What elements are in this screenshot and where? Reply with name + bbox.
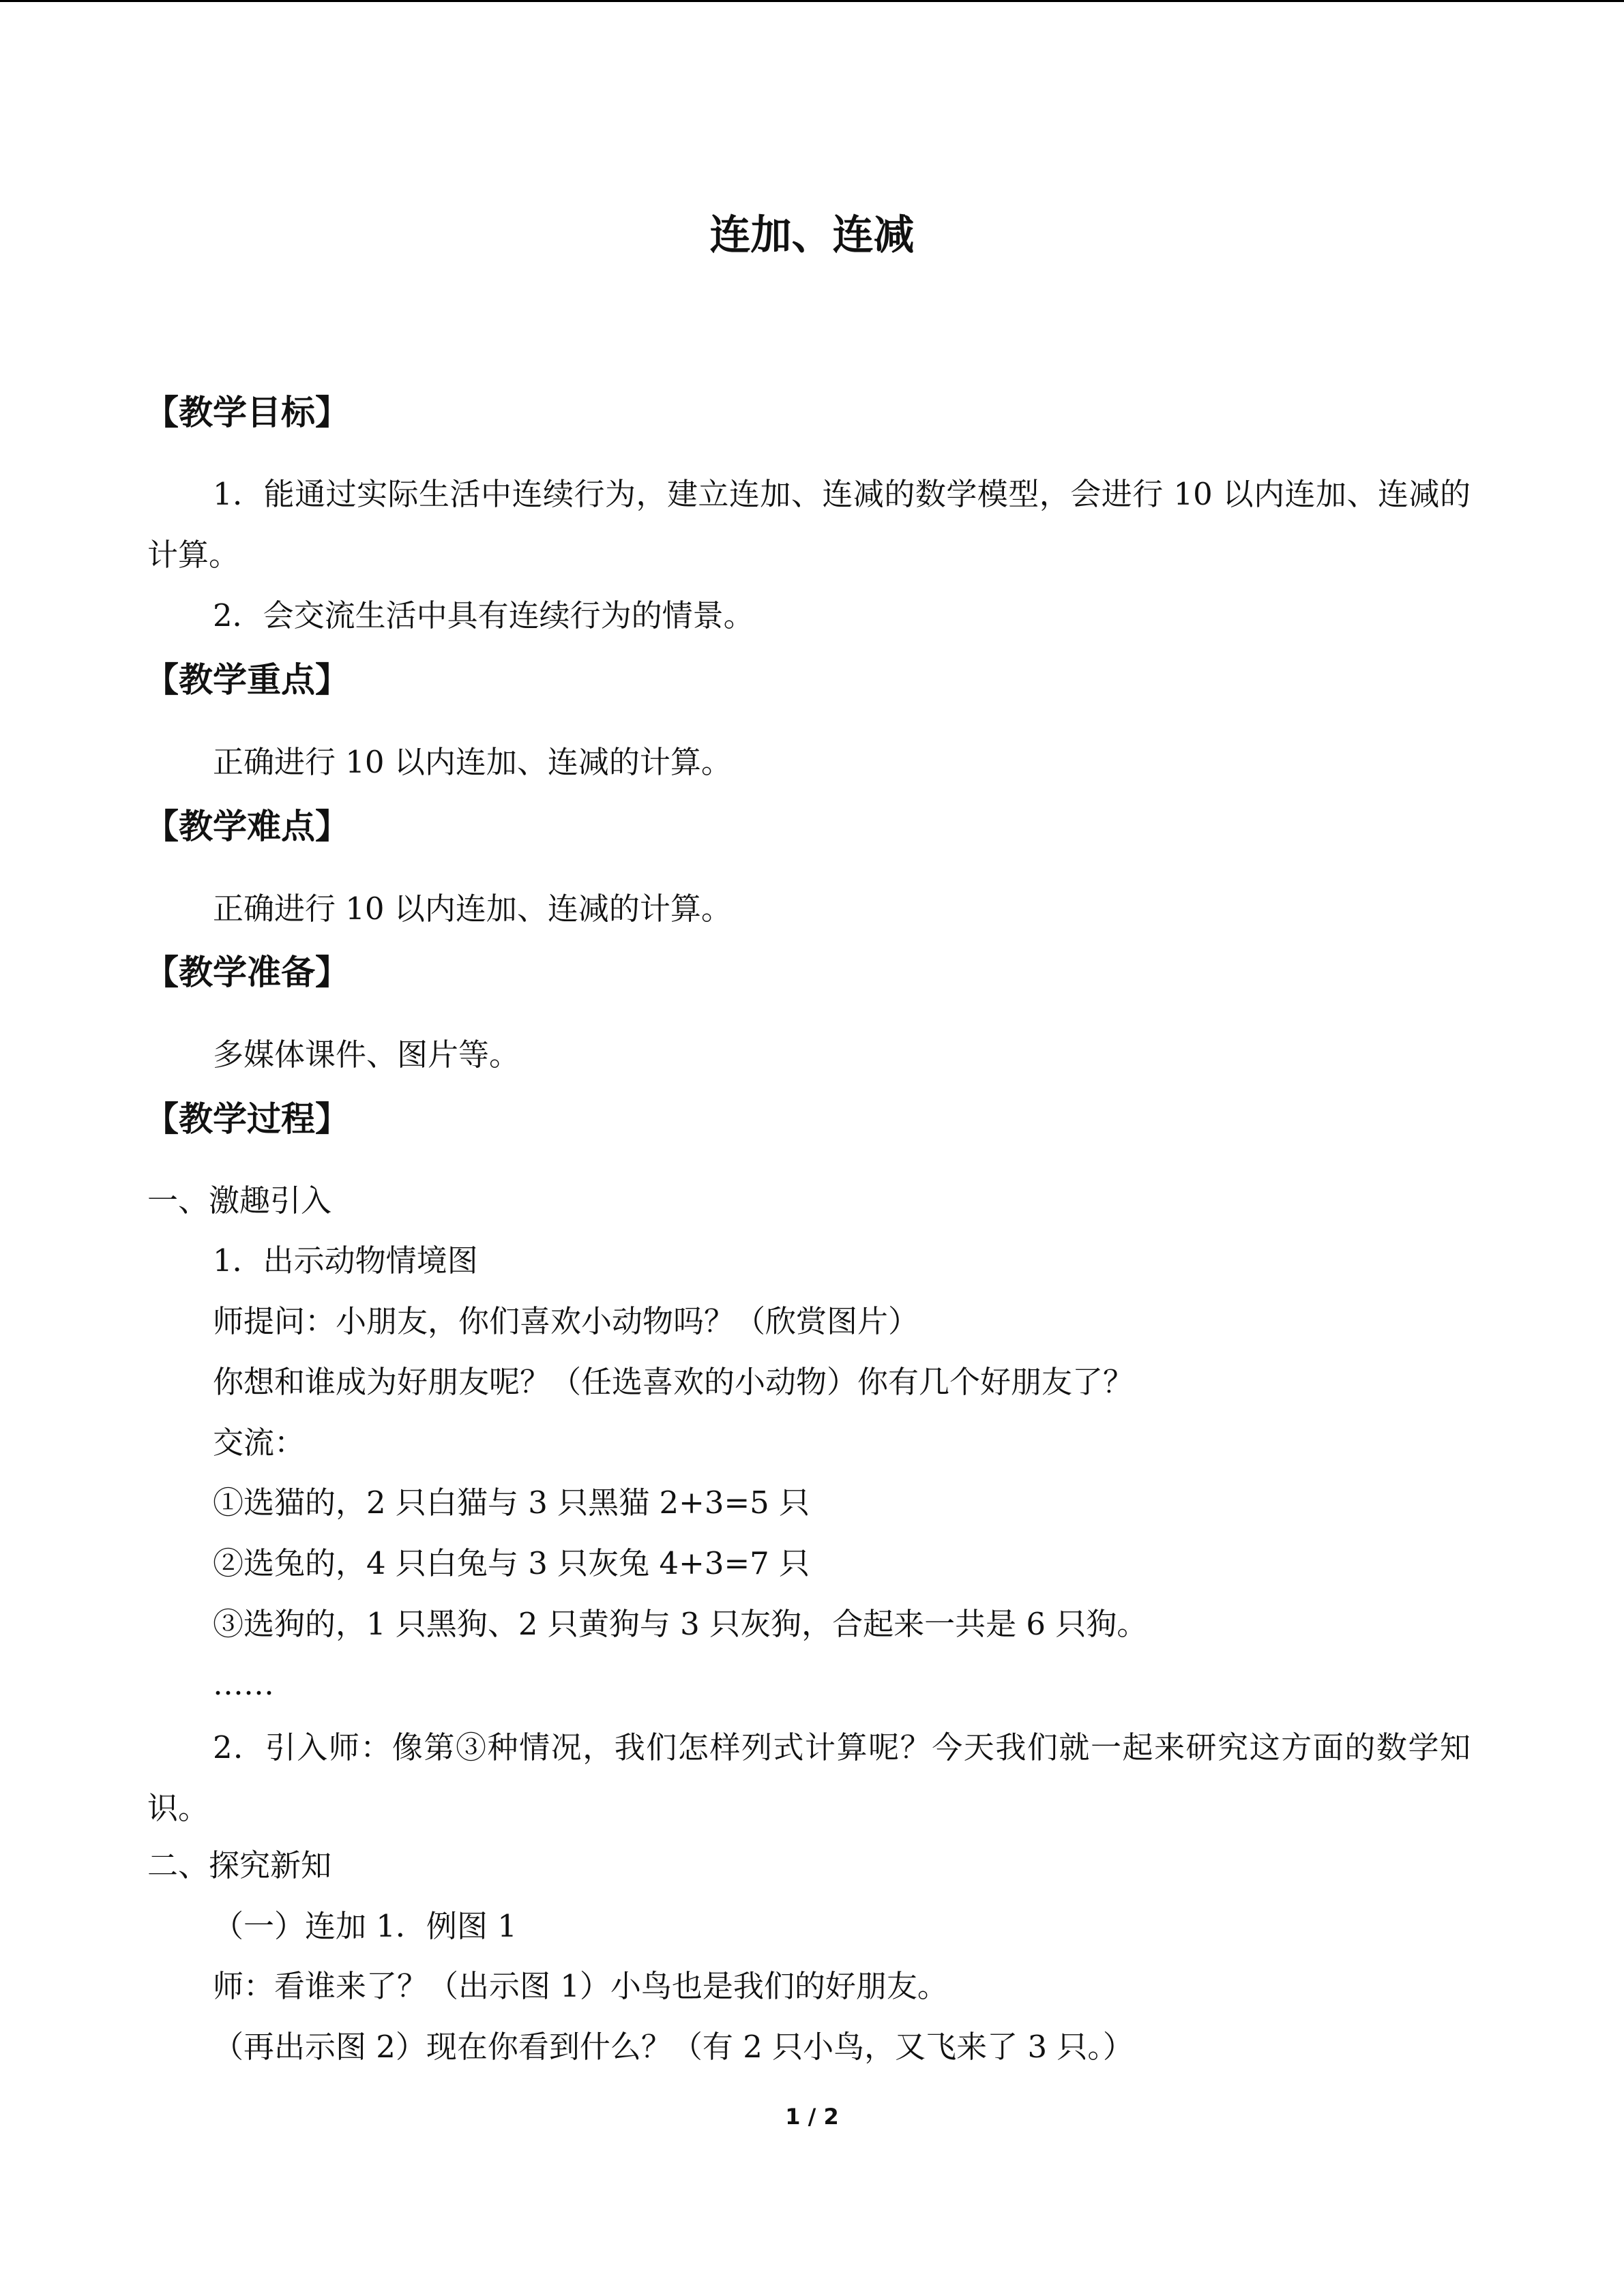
- heading-key-points: 【教学重点】: [145, 660, 349, 700]
- intro-step-1: 1．出示动物情境图: [213, 1242, 478, 1279]
- explore-line-1: 师：看谁来了？（出示图 1）小鸟也是我们的好朋友。: [213, 1968, 948, 2004]
- preparation-text: 多媒体课件、图片等。: [213, 1037, 520, 1073]
- objective-item-1: 1．能通过实际生活中连续行为，建立连加、连减的数学模型，会进行 10 以内连加、连减的计算。: [147, 476, 1471, 573]
- section-heading-explore: 二、探究新知: [147, 1847, 332, 1883]
- difficulties-text: 正确进行 10 以内连加、连减的计算。: [213, 891, 732, 927]
- intro-case-1: ①选猫的，2 只白猫与 3 只黑猫 2+3=5 只: [213, 1485, 810, 1521]
- heading-difficulties: 【教学难点】: [145, 807, 349, 846]
- intro-ellipsis: ……: [213, 1666, 274, 1702]
- section-heading-intro: 一、激趣引入: [147, 1182, 332, 1219]
- key-points-text: 正确进行 10 以内连加、连减的计算。: [213, 744, 732, 780]
- heading-objectives: 【教学目标】: [145, 393, 349, 432]
- heading-process: 【教学过程】: [145, 1099, 349, 1139]
- intro-case-2: ②选兔的，4 只白兔与 3 只灰兔 4+3=7 只: [213, 1545, 810, 1581]
- intro-case-3: ③选狗的，1 只黑狗、2 只黄狗与 3 只灰狗，合起来一共是 6 只狗。: [213, 1606, 1148, 1642]
- intro-exchange-label: 交流：: [213, 1425, 306, 1461]
- intro-step-2: 2．引入师：像第③种情况，我们怎样列式计算呢？今天我们就一起来研究这方面的数学知识。: [147, 1729, 1471, 1826]
- objective-item-2: 2．会交流生活中具有连续行为的情景。: [213, 597, 754, 633]
- intro-question-1: 师提问：小朋友，你们喜欢小动物吗？（欣赏图片）: [213, 1303, 919, 1339]
- explore-line-2: （再出示图 2）现在你看到什么？（有 2 只小鸟，又飞来了 3 只。）: [213, 2029, 1134, 2065]
- explore-subsection-1: （一）连加 1．例图 1: [213, 1908, 517, 1944]
- document-title: 连加、连减: [709, 211, 915, 259]
- heading-preparation: 【教学准备】: [145, 953, 349, 992]
- page-number: 1 / 2: [785, 2104, 839, 2130]
- page-top-border: [0, 0, 1624, 2]
- intro-question-2: 你想和谁成为好朋友呢？（任选喜欢的小动物）你有几个好朋友了？: [213, 1364, 1134, 1400]
